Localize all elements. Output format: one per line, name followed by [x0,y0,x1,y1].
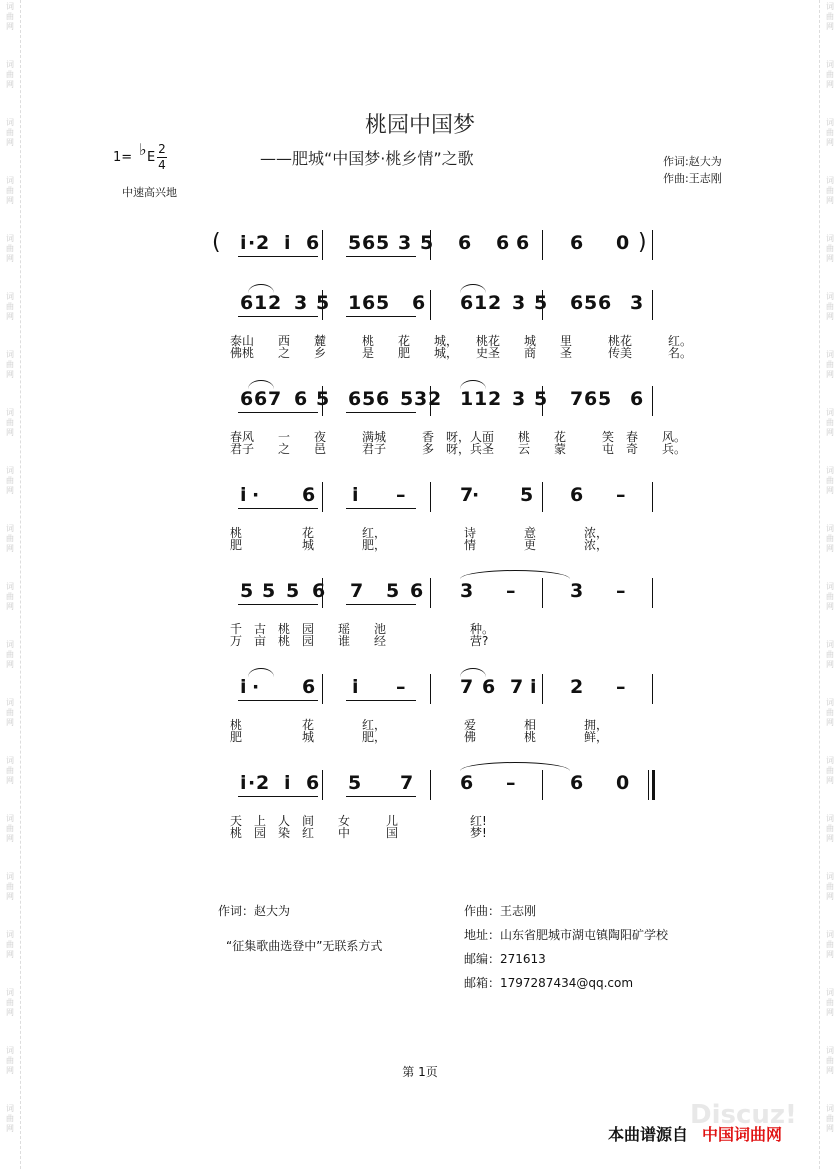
note: 6 [306,232,320,254]
note: i [352,484,359,506]
lyric-line: 佛桃 之 乡 是 肥 城， 史圣 商 圣 传美 名。 [230,346,693,360]
watermark-text: 词 曲 网 [826,2,834,31]
bar-line [542,482,543,512]
note: 5 [598,388,612,410]
note: 2 [268,292,282,314]
note: 3 [398,232,412,254]
note: 5 [420,232,434,254]
note: 7 [570,388,584,410]
note: i [240,232,247,254]
note: 3 [460,580,474,602]
note: 6 [306,772,320,794]
note: i [530,676,537,698]
watermark-text: 词 曲 网 [826,234,834,263]
lyric-line: 千 古 桃 园 瑶 池 种。 [230,622,495,636]
note: 1 [254,292,268,314]
bar-line [652,230,653,260]
slur [460,668,486,677]
watermark-text: 词 曲 网 [826,292,834,321]
note: i [240,676,247,698]
bar-line [652,290,653,320]
beam-line [238,316,318,317]
note: 6 [584,388,598,410]
score-system [210,578,660,648]
close-paren: ) [638,230,647,255]
note: 5 [520,484,534,506]
watermark-text: 词 曲 网 [6,176,14,205]
right-watermark-strip [819,0,840,1169]
note: 0 [616,772,630,794]
bar-line [652,674,653,704]
key-note: E [147,150,156,165]
bar-line [322,482,323,512]
note: 6 [412,292,426,314]
footer-postcode: 邮编：271613 [464,952,546,966]
bar-line [430,578,431,608]
slur [460,380,486,389]
bar-line [322,230,323,260]
note: 6 [496,232,510,254]
watermark-text: 词 曲 网 [6,872,14,901]
bar-line [652,386,653,416]
note: 2 [256,232,270,254]
watermark-text: 词 曲 网 [826,466,834,495]
note: 6 [630,388,644,410]
watermark-text: 词 曲 网 [826,756,834,785]
note: 6 [460,292,474,314]
bar-line [542,674,543,704]
watermark-text: 词 曲 网 [826,524,834,553]
beam-line [346,604,416,605]
note: 1 [348,292,362,314]
note: 5 [316,292,330,314]
watermark-text: 词 曲 网 [6,234,14,263]
note: 5 [362,388,376,410]
watermark-text: 词 曲 网 [6,1046,14,1075]
beam-line [238,796,318,797]
final-bar-line [648,770,649,800]
lyric-line: 肥 城 肥， 情 更 浓， [230,538,609,552]
bar-line [430,482,431,512]
note: · [248,772,256,794]
beam-line [238,508,318,509]
beam-line [238,700,318,701]
beam-line [346,796,416,797]
watermark-text: 词 曲 网 [6,350,14,379]
watermark-text: 词 曲 网 [6,698,14,727]
watermark-text: 词 曲 网 [6,524,14,553]
note: – [396,676,406,698]
time-numerator: 2 [158,142,166,156]
note: 6 [458,232,472,254]
lyric-line: 君子 之 邑 君子 多 呀，兵圣 云 蒙 屯 奇 兵。 [230,442,687,456]
slur [460,762,570,771]
note: 3 [512,388,526,410]
note: 6 [410,580,424,602]
bar-line [652,482,653,512]
note: 5 [386,580,400,602]
source-credit [608,1122,782,1145]
note: 7 [460,484,474,506]
note: i [352,676,359,698]
note: i [284,232,291,254]
watermark-text: 词 曲 网 [826,118,834,147]
time-denominator: 4 [158,158,166,172]
slur [248,668,274,677]
note: 6 [312,580,326,602]
note: 6 [240,292,254,314]
beam-line [346,316,416,317]
bar-line [322,674,323,704]
watermark-text: 词 曲 网 [6,582,14,611]
note: 5 [286,580,300,602]
watermark-text: 词 曲 网 [6,1104,14,1133]
footer-note: “征集歌曲选登中”无联系方式 [226,939,383,953]
note: 7 [510,676,524,698]
note: 5 [534,292,548,314]
note: 1 [474,388,488,410]
note: 7 [400,772,414,794]
key-prefix: 1= [113,150,133,165]
note: 2 [428,388,442,410]
note: 5 [584,292,598,314]
note: 6 [570,484,584,506]
note: 3 [294,292,308,314]
note: 6 [302,484,316,506]
note: · [252,484,260,506]
footer-address: 地址：山东省肥城市湖屯镇陶阳矿学校 [464,928,669,942]
watermark-text: 词 曲 网 [6,408,14,437]
note: 5 [376,232,390,254]
watermark-text: 词 曲 网 [6,2,14,31]
lyric-line: 春风 一 夜 满城 香 呀，人面 桃 花 笑 春 风。 [230,430,687,444]
note: 6 [516,232,530,254]
tempo-marking: 中速高兴地 [122,186,177,199]
watermark-text: 词 曲 网 [826,408,834,437]
beam-line [346,412,416,413]
time-signature [157,142,167,173]
lyric-line: 桃 园 染 红 中 国 梦! [230,826,487,840]
score-system [210,482,660,552]
note: – [616,484,626,506]
note: 5 [534,388,548,410]
discuz-watermark: Discuz! [690,1100,797,1130]
note: – [506,772,516,794]
watermark-text: 词 曲 网 [826,872,834,901]
note: 6 [376,388,390,410]
note: – [616,580,626,602]
watermark-text: 词 曲 网 [826,640,834,669]
note: 2 [256,772,270,794]
bar-line [652,770,655,800]
note: · [472,484,480,506]
note: i [240,484,247,506]
note: i [284,772,291,794]
score-system [210,386,687,456]
beam-line [238,412,318,413]
page-number: 第 1页 [402,1065,438,1079]
bar-line [430,674,431,704]
note: 6 [362,292,376,314]
note: · [248,232,256,254]
lyricist-credit: 作词:赵大为 [663,155,722,168]
beam-line [346,508,416,509]
note: 6 [570,292,584,314]
note: 6 [570,772,584,794]
note: 3 [630,292,644,314]
song-title: 桃园中国梦 [364,113,475,138]
note: 2 [570,676,584,698]
note: 6 [294,388,308,410]
watermark-text: 词 曲 网 [6,292,14,321]
note: 3 [570,580,584,602]
open-paren: ( [212,230,221,255]
note: 1 [460,388,474,410]
note: 5 [376,292,390,314]
watermark-text: 词 曲 网 [826,1046,834,1075]
watermark-text: 词 曲 网 [826,582,834,611]
watermark-text: 词 曲 网 [826,988,834,1017]
source-site-link[interactable]: 中国词曲网 [702,1125,783,1144]
song-subtitle: ——肥城“中国梦·桃乡情”之歌 [260,149,474,168]
note: · [252,676,260,698]
lyric-line: 桃 花 红， 诗 意 浓， [230,526,609,540]
footer-composer: 作曲：王志刚 [464,904,537,918]
bar-line [322,770,323,800]
note: 1 [474,292,488,314]
footer-email: 邮箱：1797287434@qq.com [464,976,634,990]
note: 5 [240,580,254,602]
score-system [210,290,693,360]
note: 6 [482,676,496,698]
watermark-text: 词 曲 网 [6,756,14,785]
watermark-text: 词 曲 网 [826,176,834,205]
note: 6 [302,676,316,698]
note: 7 [460,676,474,698]
note: 5 [348,232,362,254]
footer-lyricist: 作词：赵大为 [218,904,291,918]
note: 6 [598,292,612,314]
beam-line [238,604,318,605]
note: 5 [316,388,330,410]
note: 5 [400,388,414,410]
flat-icon: ♭ [139,140,147,159]
lyric-line: 桃 花 红， 爱 相 拥， [230,718,609,732]
note: 6 [362,232,376,254]
watermark-text: 词 曲 网 [826,930,834,959]
beam-line [346,700,416,701]
watermark-text: 词 曲 网 [6,640,14,669]
note: 0 [616,232,630,254]
watermark-text: 词 曲 网 [6,814,14,843]
watermark-text: 词 曲 网 [6,930,14,959]
slur [248,380,274,389]
note: 6 [254,388,268,410]
composer-credit: 作曲:王志刚 [663,172,722,185]
lyric-line: 万 亩 桃 园 谁 经 营? [230,634,489,648]
watermark-text: 词 曲 网 [826,1104,834,1133]
note: – [616,676,626,698]
note: 3 [512,292,526,314]
note: 7 [268,388,282,410]
note: – [506,580,516,602]
note: 2 [488,388,502,410]
lyric-line: 天 上 人 间 女 儿 红! [230,814,487,828]
watermark-text: 词 曲 网 [6,118,14,147]
bar-line [430,290,431,320]
key-signature [113,140,166,172]
beam-line [346,256,416,257]
note: 6 [460,772,474,794]
note: 3 [414,388,428,410]
note: 5 [348,772,362,794]
score-system [210,230,660,290]
watermark-text: 词 曲 网 [826,60,834,89]
left-watermark-strip [0,0,21,1169]
bar-line [542,770,543,800]
bar-line [542,578,543,608]
note: – [396,484,406,506]
note: 2 [488,292,502,314]
watermark-text: 词 曲 网 [826,814,834,843]
lyric-line: 肥 城 肥， 佛 桃 鲜， [230,730,609,744]
score-system [210,770,660,840]
source-label: 本曲谱源自 [608,1125,689,1144]
note: 7 [350,580,364,602]
note: i [240,772,247,794]
note: 6 [570,232,584,254]
score-system [210,674,660,744]
bar-line [542,230,543,260]
bar-line [430,770,431,800]
lyric-line: 泰山 西 麓 桃 花 城， 桃花 城 里 桃花 红。 [230,334,693,348]
bar-line [652,578,653,608]
note: 6 [348,388,362,410]
beam-line [238,256,318,257]
watermark-text: 词 曲 网 [6,988,14,1017]
watermark-text: 词 曲 网 [826,698,834,727]
slur [460,570,570,579]
note: 6 [240,388,254,410]
note: 5 [262,580,276,602]
watermark-text: 词 曲 网 [826,350,834,379]
watermark-text: 词 曲 网 [6,466,14,495]
watermark-text: 词 曲 网 [6,60,14,89]
